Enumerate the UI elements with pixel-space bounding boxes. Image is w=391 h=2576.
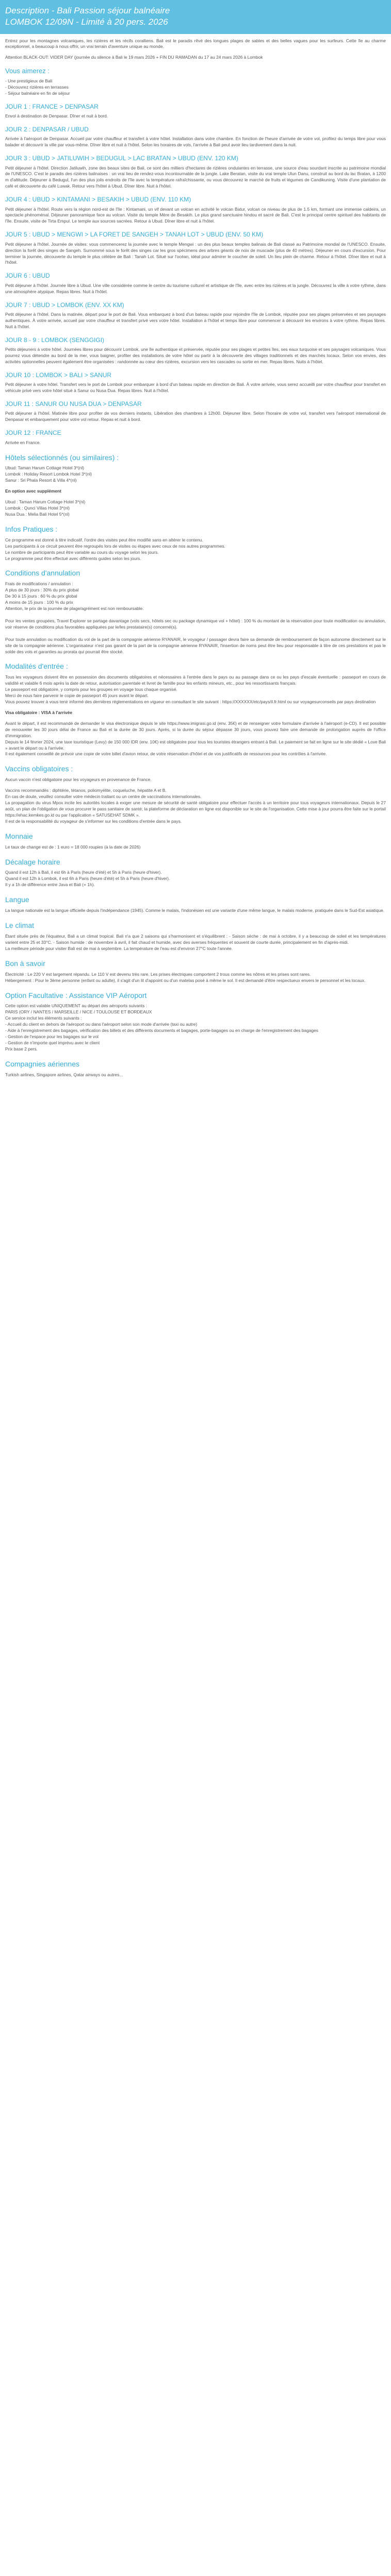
day-text: Petit déjeuner à l'hôtel. Direction Jatiluwih, zone des beaux sites de Bali, ce sont des milliers d'hectares de rizières ondulantes en terrasse, une source d'eau sourdant inscrite au patrimoine mondial de l'UNESCO. C'est le paradis des rizières balinaises : un vrai lieu de rendez-vous incontournable de la jungle. Lake Beratan, visite du vrai temple Ulun Danu, construit au bord du lac Bratan, à 1200 m d'altitude. Déjeuner à Bedugul, l'un des plus jolis endroits de l'île avec la température rafraîchissante, ou vous découvrez le marché de fruits et légumes de Candikuning. Visite d'une plantation de café et découverte du café Luwak. Retour vers l'hôtel à Ubud. Dîner libre. Nuit à l'hôtel. bbox=[5, 165, 386, 189]
day-title: JOUR 1 : FRANCE > DENPASAR bbox=[5, 103, 99, 110]
langue-title: Langue bbox=[5, 895, 29, 904]
day-text: Petit déjeuner à l'hôtel. Matinée libre pour profiter de vos derniers instants. Libération des chambres à 12h00. Déjeuner libre. Selon l'horaire de votre vol, transfert vers l'aéroport international de Denpasar et embarquement pour votre vol retour. Repas et nuit à bord. bbox=[5, 411, 386, 422]
compagnies-text: Turkish airlines, Singapore airlines, Qatar airways ou autres... bbox=[5, 1072, 123, 1077]
page-title: Description - Bali Passion séjour balnéaire LOMBOK 12/09N - Limité à 20 pers. 2026 bbox=[5, 6, 170, 27]
list-item: Lombok : Holiday Resort Lombok Hotel 3*(nl) bbox=[5, 471, 92, 477]
infos-title: Infos Pratiques : bbox=[5, 524, 58, 533]
day-title: JOUR 11 : SANUR OU NUSA DUA > DENPASAR bbox=[5, 400, 142, 408]
day-title: JOUR 8 - 9 : LOMBOK (SENGGIGI) bbox=[5, 336, 105, 344]
page bbox=[0, 0, 391, 1090]
day-text: Petit déjeuner à votre hôtel. Transfert vers le port de Lombok pour embarquer à bord d'un bateau rapide en direction de Bali. À votre arrivée, vous serez accueilli par votre chauffeur pour transfert en véhicule privé vers votre hôtel situé à Sanur ou Nusa Dua. Repas libres. Nuit à l'hôtel. bbox=[5, 382, 386, 394]
day-text: Arrivée en France. bbox=[5, 439, 41, 445]
conditions-text: Frais de modifications / annulation : A plus de 30 jours : 30% du prix global De 30 à 15 jours : 60 % du prix global A moins de 15 jours : 100 % du prix Attention, le prix de la journée de plage/agrément est non remboursable. Pour les ventes groupées, Travel Explorer se partage davantage (vols secs, hôtels sec ou package dynamique vol + hôtel) : 100 % du montant de la réservation pour toute modification ou annulation, voir réserve de conditions plus favorables appliquées par le/les prestataire(s) concerné(s). Pour toute annulation ou modification du vol de la part de la compagnie aérienne RYANAIR, le voyageur / passager devra faire sa demande de remboursement de façon autonome directement sur le site de la compagnie aérienne. L'organisateur n'est pas garant de la part de la compagnie aérienne RYANAIR, l'insertion de noms peut être lieu pour responsable à titre de ces prestations et pas le solde des vols et garanties au prorata qui pourrait être stocké. bbox=[5, 581, 386, 654]
vaccins-notice: Aucun vaccin n'est obligatoire pour les voyageurs en provenance de France. bbox=[5, 777, 152, 783]
day-text: Petit déjeuner à l'hôtel. Journée libre à Ubud. Une ville considérée comme le centre du tourisme culturel et artistique de l'île, avec entre les rizières et la jungle. Découvrez la ville à votre rythme, dans une atmosphère atypique. Repas libres. Nuit à l'hôtel. bbox=[5, 282, 386, 294]
bon-a-savoir-text: Électricité : Le 220 V est largement répandu. Le 110 V est devenu très rare. Les prises électriques comportent 2 trous comme les nôtres et les prises sont rares. Hébergement : Pour le 3ème personne (enfant ou adulte), il s'agit d'un lit d'appoint ou d'un matelas posé à même le sol. Il est demandé d'être respectueux envers le personnel et les locaux. bbox=[5, 971, 366, 983]
day-title: JOUR 12 : FRANCE bbox=[5, 429, 61, 437]
conditions-title: Conditions d'annulation bbox=[5, 569, 80, 578]
list-item: Sanur : Sri Phala Resort & Villa 4*(nl) bbox=[5, 478, 77, 483]
infos-text: Ce programme est donné à titre indicatif, l'ordre des visites peut être modifié sans en altérer le contenu. Les participants à ce circuit peuvent être regroupés lors de visites ou étapes avec ceux de nos autres programmes. Le nombre de participants peut être variable au cours du voyage selon les jours. Le programme peut être effectué avec différents guides selon les jours. bbox=[5, 537, 225, 561]
list-item: Ubud: Taman Harum Cottage Hotel 3*(nl) bbox=[5, 465, 84, 471]
vaccins-text: Vaccins recommandés : diphtérie, tétanos, poliomyélite, coqueluche, hépatite A et B. En cas de doute, veuillez consulter votre médecin traitant ou un centre de vaccinations internationales. La propagation du virus Mpox incite les autorités locales à exiger une mesure de sécurité de santé obligatoire pour effectuer l'accès à un territoire pour tous voyageurs internationaux. Depuis le 27 août, un plan de l'obligation de vous procurer le pass sanitaire de santé; la plateforme de déclaration en ligne est disponible sur le site de l'organisation. Cette mise à jour pourra être faite sur le portail https://ehac.kemkes.go.id ou par l'application « SATUSEHAT SDMK ». Il est de la responsabilité du voyageur de s'informer sur les conditions d'entrée dans le pays. bbox=[5, 788, 386, 824]
option-text: Cette option est valable UNIQUEMENT au départ des aéroports suivants : PARIS (ORY / NANTES / MARSEILLE / NICE / TOULOUSE ET BORDEAUX Ce service inclut les éléments suivants : - Accueil du client en dehors de l'aéroport ou dans l'aéroport selon son mode d'arrivée (taxi ou autre) - Aide à l'enregistrement des bagages, vérification des billets et des différents documents et bagages, porte-bagages ou en charge de l'enregistrement des bagages - Gestion de l'espace pour les bagages sur le vol - Gestion de n'importe quel imprévu avec le client Prix base 2 pers. bbox=[5, 1003, 318, 1052]
horaire-title: Décalage horaire bbox=[5, 857, 60, 866]
vous-aimerez-title: Vous aimerez : bbox=[5, 67, 50, 75]
content bbox=[0, 34, 391, 1090]
modalites-title: Modalités d'entrée : bbox=[5, 662, 68, 671]
day-text: Petit déjeuner à l'hôtel. Dans la matinée, départ pour le port de Bali. Vous embarquez à bord d'un bateau rapide pour rejoindre l'île de Lombok, réputée pour ses plages préservées et ses paysages authentiques. À votre arrivée, accueil par votre chauffeur et transfert privé vers votre hôtel. Installation à l'hôtel et temps libre pour commencer à découvrir les environs à votre rythme. Repas libres. Nuit à l'hôtel. bbox=[5, 311, 386, 329]
langue-text: La langue nationale est la langue officielle depuis l'indépendance (1945). Comme le malais, l'indonésien est une variante d'une même langue, le malais moderne, pratiquée dans le Sud-Est asiatique. bbox=[5, 908, 385, 913]
list-item: Ubud : Taman Harum Cottage Hotel 3*(nl) bbox=[5, 499, 86, 505]
monnaie-text: Le taux de change est de : 1 euro = 18 000 roupies (à la date de 2026) bbox=[5, 844, 141, 850]
day-title: JOUR 10 : LOMBOK > BALI > SANUR bbox=[5, 371, 112, 379]
day-title: JOUR 7 : UBUD > LOMBOK (ENV. XX KM) bbox=[5, 301, 124, 309]
hotels-option-list bbox=[5, 499, 386, 518]
day-text: Envol à destination de Denpasar. Dîner et nuit à bord. bbox=[5, 113, 108, 119]
day-text: Arrivée à l'aéroport de Denpasar. Accueil par votre chauffeur et transfert à votre hôtel. Installation dans votre chambre. En fonction de l'heure d'arrivée de votre vol, profitez du temps libre pour vous balader et découvrir la ville par vous-même. Dîner libre et nuit à l'hôtel. Selon les horaires de vols, l'arrivée à Bali peut avoir lieu tardivement dans la nuit. bbox=[5, 136, 386, 148]
list-item: - Séjour balnéaire en fin de séjour bbox=[5, 90, 70, 96]
horaire-text: Quand il est 12h à Bali, il est 6h à Paris (heure d'été) et 5h à Paris (heure d'hiver). Quand il est 12h à Lombok, il est 6h à Paris (heure d'été) et 5h à Paris (heure d'hiver). Il y a 1h de différence entre Java et Bali (+ 1h). bbox=[5, 870, 170, 888]
list-item: Lombok : Qunci Villas Hotel 3*(nl) bbox=[5, 505, 70, 511]
vous-aimerez-list bbox=[5, 78, 386, 97]
vaccins-title: Vaccins obligatoires : bbox=[5, 765, 73, 773]
day-text: Petit déjeuner à l'hôtel. Route vers la région nord-est de l'île : Kintamani, un vif devant un volcan en activité le volcan Batur, volcan ce niveau de plus de 1.5 km, formant une immense caldeira, un spectacle phénoménal. Déjeuner panoramique face au volcan. Visite du temple Mère de Besakih. Le plus grand sanctuaire hindou et sacré de Bali. C'est le principal centre spirituel des habitants de l'île. Ensuite, visite de Tirta Empul. Le temple aux sources sacrées. Retour à Ubud. Dîner libre et nuit à l'hôtel. bbox=[5, 206, 386, 224]
compagnies-title: Compagnies aériennes bbox=[5, 1059, 79, 1068]
intro-paragraph: Entrez pour les montagnes volcaniques, les rizières et les récifs coralliens. Bali est le paradis rêvé des longues plages de sables et des belles vagues pour les surfeurs. Cette île au charme exceptionnel, a beaucoup à nous offrir, un vrai terrain d'aventure unique au monde. bbox=[5, 38, 386, 49]
day-title: JOUR 2 : DENPASAR / UBUD bbox=[5, 125, 89, 133]
climat-text: Étant située près de l'équateur, Bali a un climat tropical. Bali n'a que 2 saisons qui s'harmonisent et s'équilibrent : - Saison sèche : de mai à octobre, il y a beaucoup de soleil et les températures varient entre 25 et 33°C. - Saison humide : de novembre à avril, il fait chaud et humide, avec des averses fréquentes et souvent de courte durée, principalement en fin d'après-midi. La meilleure période pour visiter Bali est de mai à septembre. La température de l'eau est d'environ 27°C toute l'année. bbox=[5, 933, 386, 951]
intro-notice: Attention BLACK-OUT: VIDER DAY (journée du silence à Bali le 19 mars 2026 + FIN DU RAMADAN du 17 au 24 mars 2026 à Lombok bbox=[5, 55, 263, 60]
list-item: - Une prestigieux de Bali bbox=[5, 78, 53, 83]
day-text: Petits déjeuners à votre hôtel. Journées libres pour découvrir Lombok, une île authentique et préservée, réputée pour ses plages et petites îles, ses eaux turquoise et ses paysages volcaniques. Vous pourrez vous détendre au bord de la mer, vous baigner, profiter des installations de votre hôtel ou partir à la découverte des villages traditionnels et des marchés locaux. Selon vos envies, des activités optionnelles peuvent également être organisées : randonnée au cœur des rizières, excursion vers les cascades ou sortie en mer. Repas libres. Nuits à l'hôtel. bbox=[5, 347, 386, 364]
day-title: JOUR 3 : UBUD > JATILUWIH > BEDUGUL > LAC BRATAN > UBUD (ENV. 120 KM) bbox=[5, 155, 238, 162]
list-item: - Découvrez rizières en terrasses bbox=[5, 84, 69, 90]
bon-a-savoir-title: Bon à savoir bbox=[5, 959, 45, 968]
visa-title: Visa obligatoire : VISA à l'arrivée bbox=[5, 709, 72, 715]
list-item: Nusa Dua : Melia Bali Hotel 5*(nl) bbox=[5, 511, 70, 517]
hotels-title: Hôtels sélectionnés (ou similaires) : bbox=[5, 453, 119, 462]
modalites-text: Tous les voyageurs doivent être en possession des documents obligatoires et nécessaires à l'entrée dans le pays ou au passage dans ce ou les pays d'escale éventuelle : passeport en cours de validité et valable 6 mois après la date de retour, autorisation parentale et livret de famille pour les enfants mineurs, etc., pour les ressortissants français. Le passeport est obligatoire, y compris pour les groupes en voyage tous chaque organisé. Merci de nous faire parvenir le copie de passeport 45 jours avant le départ. Vous pouvez trouver à vous tenir informé des dernières réglementations en vigueur en consultant le site suivant : https://XXXXXX/etc/pays/il.fr.html ou sur voyagesurconseils par pays destination bbox=[5, 674, 386, 705]
header-banner bbox=[0, 0, 391, 34]
itinerary bbox=[5, 103, 386, 446]
monnaie-title: Monnaie bbox=[5, 832, 33, 840]
option-title: Option Facultative : Assistance VIP Aéroport bbox=[5, 991, 147, 999]
day-text: Petit déjeuner à l'hôtel. Journée de visites: vous commencerez la journée avec le temple Mengwi : un des plus beaux temples balinais de Bali classé au Patrimoine mondial de l'UNESCO. Ensuite, direction la forêt des singes de Sangeh. Surnommé sous le forêt des singes car les gros spécimens des arbres géants de noix de muscade (plus de 40 mètres). Déjeuner en cours d'excursion. Pour terminer la journée, découverte du temple le plus célèbre de Bali : Tanah Lot. Situé sur l'océan, idéal pour admirer le coucher de soleil. Un lieu plein de charme. Retour à l'hôtel. Dîner libre et nuit à l'hôtel. bbox=[5, 241, 386, 265]
day-title: JOUR 5 : UBUD > MENGWI > LA FORET DE SANGEH > TANAH LOT > UBUD (ENV. 50 KM) bbox=[5, 231, 264, 239]
hotels-option-label: En option avec supplément bbox=[5, 488, 61, 494]
day-title: JOUR 4 : UBUD > KINTAMANI > BESAKIH > UBUD (ENV. 110 KM) bbox=[5, 196, 191, 204]
climat-title: Le climat bbox=[5, 921, 35, 930]
day-title: JOUR 6 : UBUD bbox=[5, 272, 50, 280]
visa-text: Avant le départ, il est recommandé de demander le visa électronique depuis le site https://www.imigrasi.go.id (env. 35€) et de renseigner votre formulaire d'arrivée à l'aéroport (e-CD). Il est possible de renouveler les 30 jours délai de France au Bali et la durée de 30 jours. Après, si la durée du séjour dépasse 30 jours, vous pouvez faire une demande de prolongation auprès de l'office d'immigration. Depuis le 14 février 2024, une taxe touristique (Levy) de 150 000 IDR (env. 10€) est obligatoire pour tous les touristes étrangers entrant à Bali. Le paiement se fait en ligne sur le site dédié « Love Bali » avant le départ ou à l'arrivée. Il est également conseillé de prévoir une copie de votre billet d'avion retour, de votre réservation d'hôtel et de vos justificatifs de ressources pour les contrôles à l'arrivée. bbox=[5, 720, 386, 757]
hotels-list bbox=[5, 465, 386, 484]
